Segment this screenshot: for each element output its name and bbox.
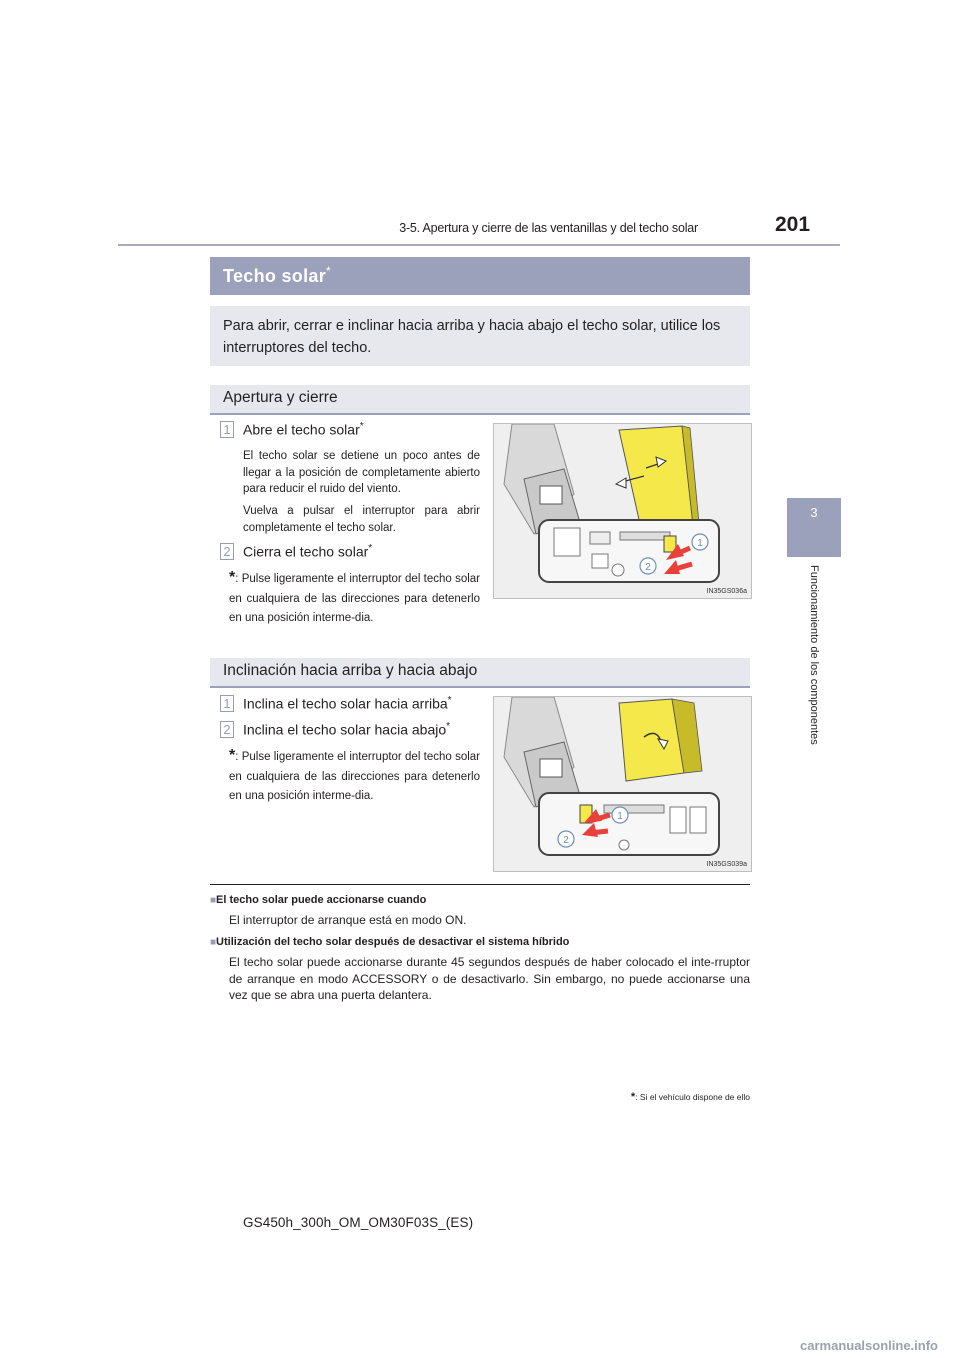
asterisk-note: *: Pulse ligeramente el interruptor del techo solar en cualquiera de las direcciones para detenerlo en una posición interme-dia. [229,747,480,802]
note-heading: ■El techo solar puede accionarse cuando [210,894,427,906]
svg-text:2: 2 [645,562,651,573]
footnote: *: Si el vehículo dispone de ello [630,1091,750,1103]
running-header: 3-5. Apertura y cierre de las ventanillas y del techo solar [399,221,698,235]
step-label: Inclina el techo solar hacia arriba* [243,695,452,712]
watermark: carmanualsonline.info [0,1338,960,1358]
figure-sunroof-tilt [493,696,752,872]
step-number: 1 [220,695,234,712]
section-heading-apertura: Apertura y cierre [210,385,750,415]
step-label: Abre el techo solar* [243,421,364,438]
document-id: GS450h_300h_OM_OM30F03S_(ES) [243,1215,474,1230]
page-title: Techo solar* [223,264,331,286]
chapter-number: 3 [810,505,818,520]
step-number: 1 [220,421,234,438]
intro-text: Para abrir, cerrar e inclinar hacia arriba y hacia abajo el techo solar, utilice los interruptores del techo. [223,318,721,356]
svg-text:2: 2 [563,835,569,846]
section-heading-inclinacion: Inclinación hacia arriba y hacia abajo [210,658,750,688]
step-label: Cierra el techo solar* [243,543,373,560]
svg-text:1: 1 [617,811,623,822]
step-number: 2 [220,721,234,738]
intro-box [210,306,750,366]
chapter-side-title: Funcionamiento de los componentes [808,565,820,745]
step-number: 2 [220,543,234,560]
asterisk-note: *: Pulse ligeramente el interruptor del techo solar en cualquiera de las direcciones para detenerlo en una posición interme-dia. [229,569,480,624]
sunroof-illustration [494,424,751,598]
page-title-bar [210,257,750,295]
figure-sunroof-open-close [493,423,752,599]
notes-divider [210,884,750,885]
note-text: El interruptor de arranque está en modo ON. [229,913,467,927]
header-rule [118,244,840,246]
note-heading: ■Utilización del techo solar después de desactivar el sistema híbrido [210,936,570,948]
svg-text:1: 1 [697,538,703,549]
figure-code: IN35GS039a [706,861,747,868]
chapter-tab [787,498,841,557]
page-number: 201 [775,213,811,236]
sunroof-tilt-illustration [494,697,751,871]
step-label: Inclina el techo solar hacia abajo* [243,721,451,738]
note-text: El techo solar puede accionarse durante 45 segundos después de haber colocado el inte-rruptor de arranque en modo ACCESSORY o de desactivarlo. Sin embargo, no puede accionarse una vez que se abra una puerta delantera. [229,955,750,1002]
paragraph: Vuelva a pulsar el interruptor para abrir completamente el techo solar. [243,505,480,534]
figure-code: IN35GS036a [706,588,747,595]
paragraph: El techo solar se detiene un poco antes de llegar a la posición de completamente abierto para reducir el ruido del viento. [243,450,480,495]
